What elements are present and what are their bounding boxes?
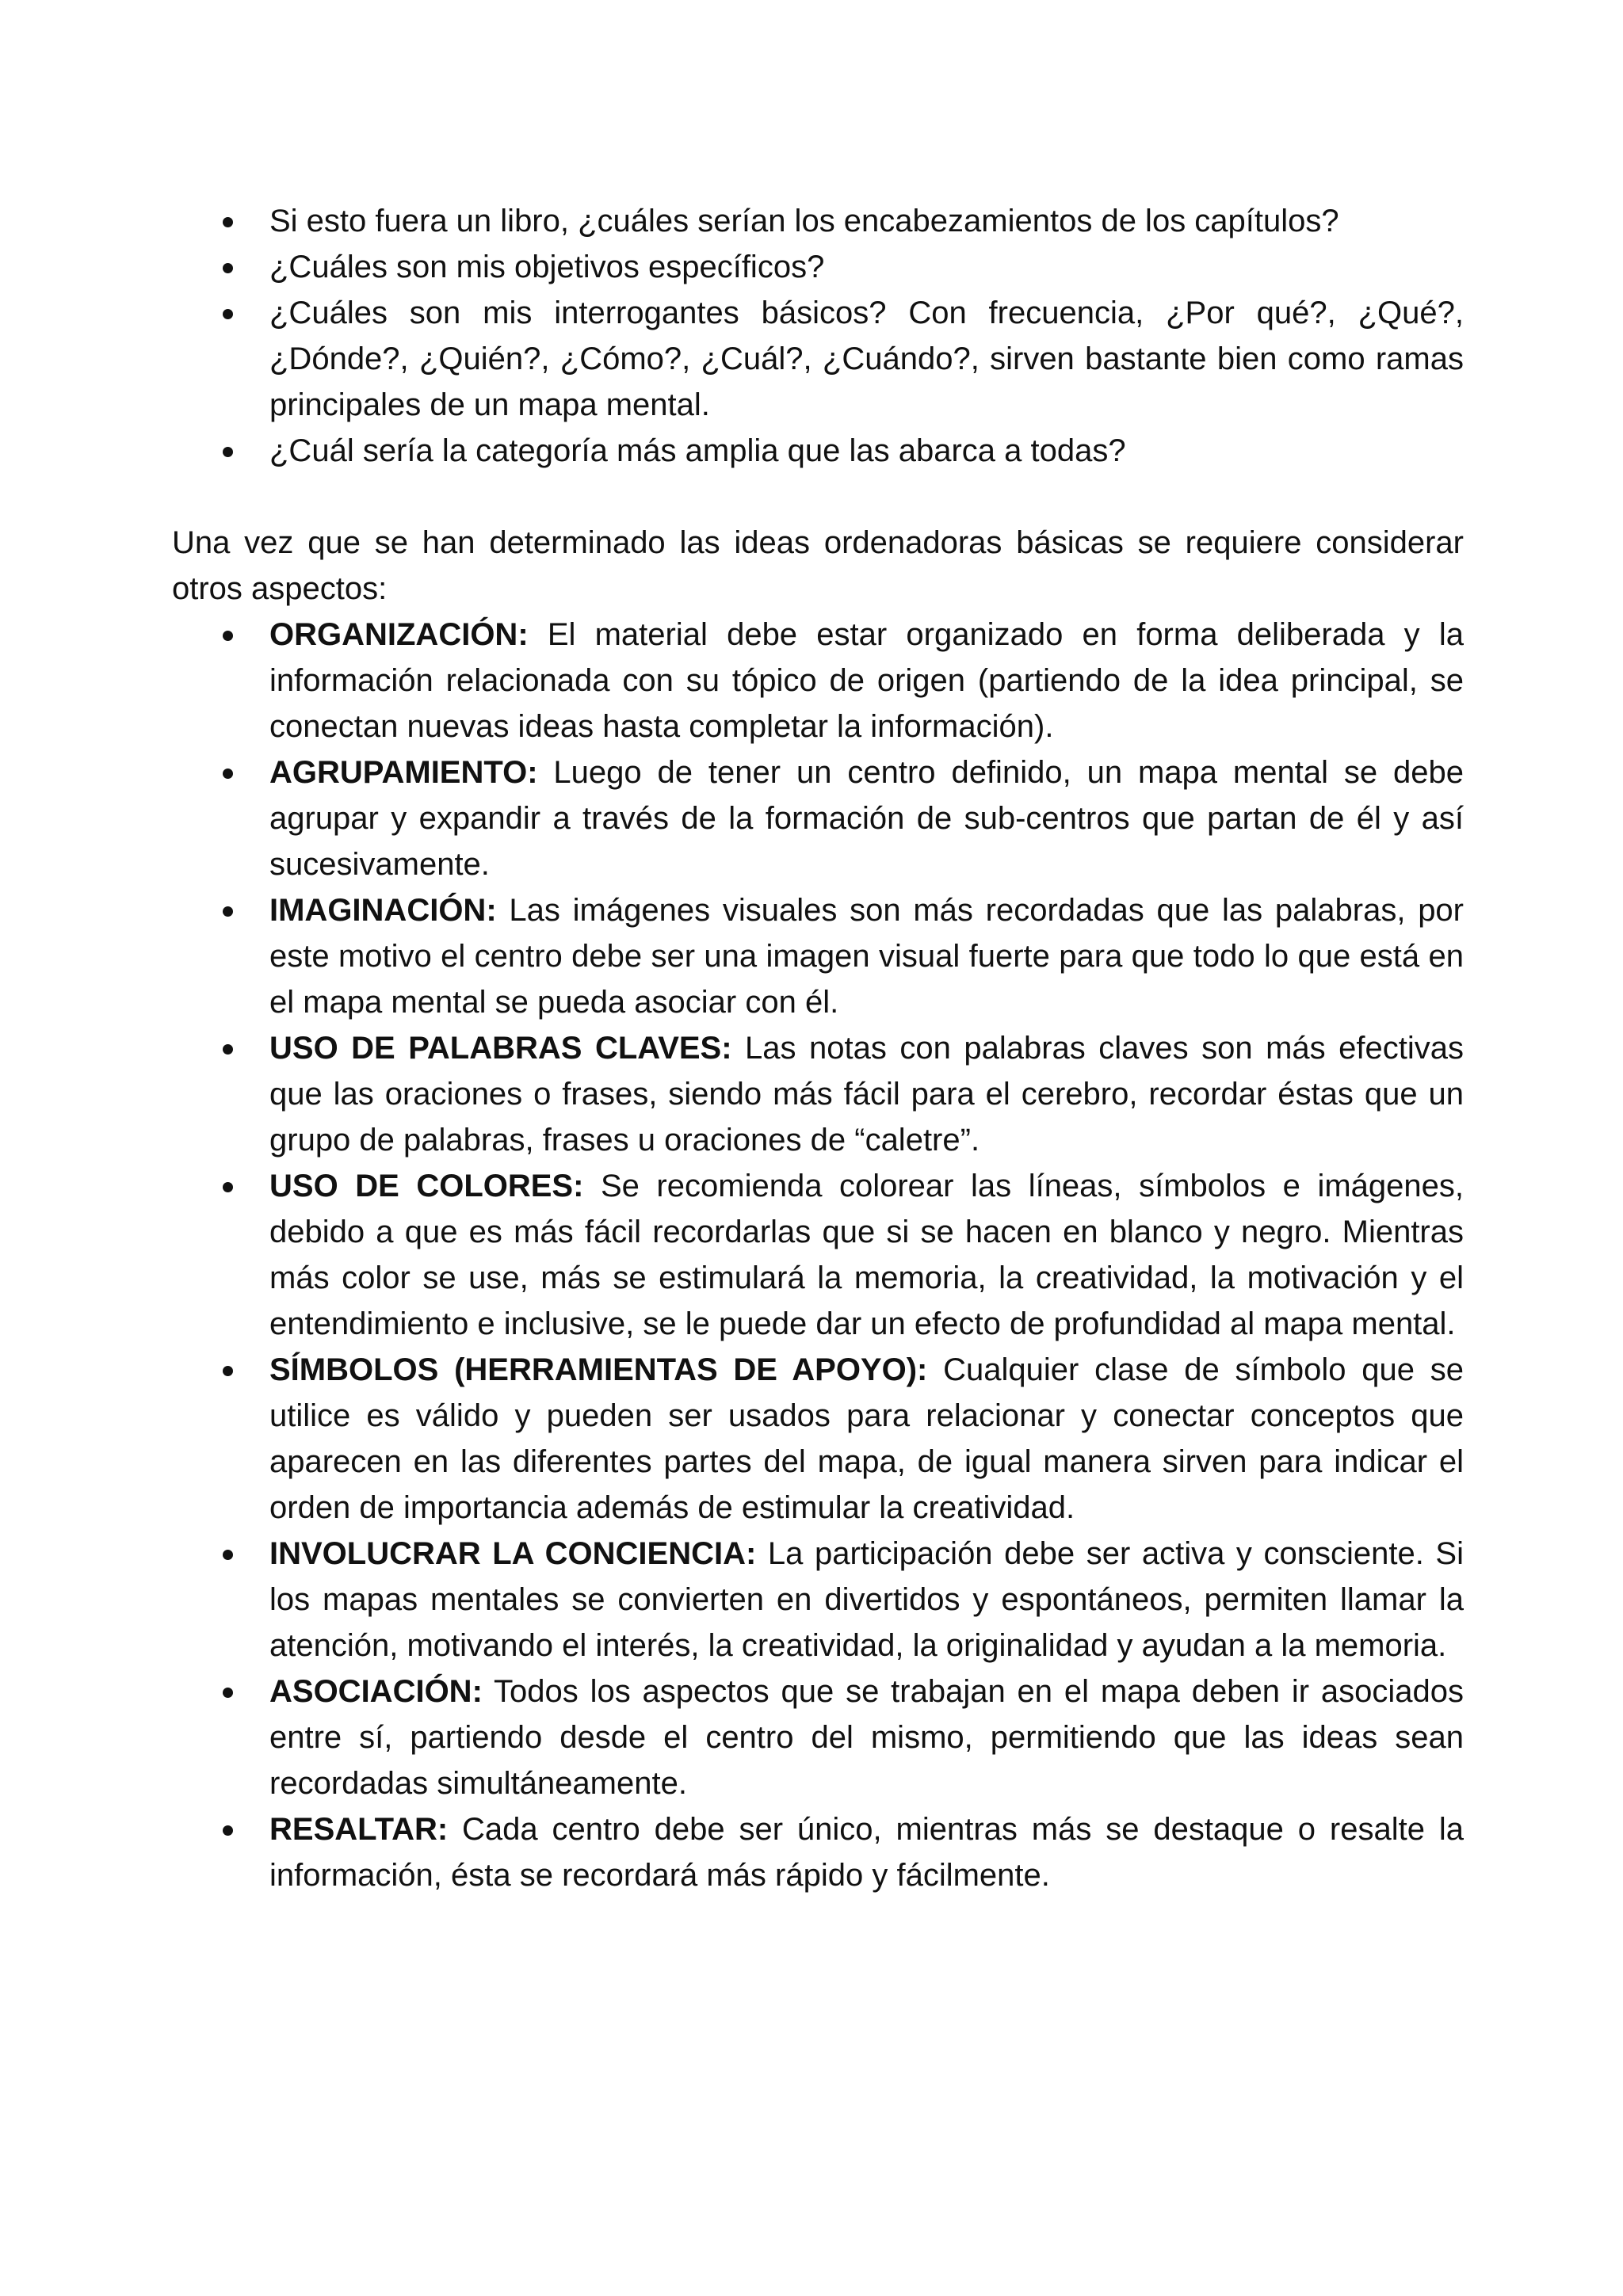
bullet-icon bbox=[223, 1550, 233, 1560]
aspect-term: RESALTAR: bbox=[269, 1812, 449, 1847]
aspect-term: ORGANIZACIÓN: bbox=[269, 617, 529, 652]
bullet-icon bbox=[223, 1825, 233, 1836]
list-item bbox=[172, 198, 1464, 244]
aspect-term: SÍMBOLOS (HERRAMIENTAS DE APOYO): bbox=[269, 1352, 928, 1387]
intro-paragraph: Una vez que se han determinado las ideas ordenadoras básicas se requiere considerar otros aspectos: bbox=[172, 525, 1464, 606]
bullet-icon bbox=[223, 1688, 233, 1698]
aspect-text: Cada centro debe ser único, mientras más se destaque o resalte la información, ésta se recordará más rápido y fácilmente. bbox=[269, 1812, 1464, 1893]
list-item bbox=[172, 290, 1464, 428]
list-item bbox=[172, 612, 1464, 749]
list-item bbox=[172, 1347, 1464, 1531]
list-item bbox=[172, 1806, 1464, 1898]
list-item bbox=[172, 1669, 1464, 1806]
list-item bbox=[172, 887, 1464, 1025]
question-text: ¿Cuáles son mis interrogantes básicos? Con frecuencia, ¿Por qué?, ¿Qué?, ¿Dónde?, ¿Quién?, ¿Cómo?, ¿Cuál?, ¿Cuándo?, sirven bastante bien como ramas principales de un mapa mental. bbox=[269, 296, 1464, 422]
aspect-term: USO DE PALABRAS CLAVES: bbox=[269, 1031, 732, 1066]
bullet-icon bbox=[223, 309, 233, 319]
list-item bbox=[172, 749, 1464, 887]
bullet-icon bbox=[223, 769, 233, 779]
list-item bbox=[172, 428, 1464, 474]
aspect-text: El material debe estar organizado en forma deliberada y la información relacionada con su tópico de origen (partiendo de la idea principal, se conectan nuevas ideas hasta completar la información). bbox=[269, 617, 1464, 744]
bullet-icon bbox=[223, 1182, 233, 1192]
questions-list bbox=[172, 198, 1464, 474]
bullet-icon bbox=[223, 906, 233, 917]
aspect-term: AGRUPAMIENTO: bbox=[269, 755, 538, 790]
list-item bbox=[172, 1025, 1464, 1163]
document-page bbox=[172, 198, 1464, 1898]
question-text: ¿Cuál sería la categoría más amplia que las abarca a todas? bbox=[269, 433, 1126, 468]
aspect-term: IMAGINACIÓN: bbox=[269, 893, 497, 928]
aspect-text: Se recomienda colorear las líneas, símbolos e imágenes, debido a que es más fácil recordarlas que si se hacen en blanco y negro. Mientras más color se use, más se estimulará la memoria, la creatividad, la motivación y el entendimiento e inclusive, se le puede dar un efecto de profundidad al mapa mental. bbox=[269, 1169, 1464, 1341]
list-item bbox=[172, 1531, 1464, 1669]
bullet-icon bbox=[223, 1044, 233, 1055]
aspect-text: Las notas con palabras claves son más efectivas que las oraciones o frases, siendo más fácil para el cerebro, recordar éstas que un grupo de palabras, frases u oraciones de “caletre”. bbox=[269, 1031, 1464, 1158]
aspect-term: USO DE COLORES: bbox=[269, 1169, 584, 1203]
list-item bbox=[172, 244, 1464, 290]
question-text: Si esto fuera un libro, ¿cuáles serían los encabezamientos de los capítulos? bbox=[269, 204, 1339, 238]
aspects-list bbox=[172, 612, 1464, 1898]
question-text: ¿Cuáles son mis objetivos específicos? bbox=[269, 250, 825, 284]
bullet-icon bbox=[223, 447, 233, 457]
list-item bbox=[172, 1163, 1464, 1347]
aspect-text: Cualquier clase de símbolo que se utilice es válido y pueden ser usados para relacionar y conectar conceptos que aparecen en las diferentes partes del mapa, de igual manera sirven para indicar el orden de importancia además de estimular la creatividad. bbox=[269, 1352, 1465, 1525]
bullet-icon bbox=[223, 263, 233, 273]
aspect-term: ASOCIACIÓN: bbox=[269, 1674, 483, 1709]
aspect-text: Todos los aspectos que se trabajan en el mapa deben ir asociados entre sí, partiendo desde el centro del mismo, permitiendo que las ideas sean recordadas simultáneamente. bbox=[269, 1674, 1464, 1801]
aspect-term: INVOLUCRAR LA CONCIENCIA: bbox=[269, 1536, 757, 1571]
aspect-text: Luego de tener un centro definido, un mapa mental se debe agrupar y expandir a través de la formación de sub-centros que partan de él y así sucesivamente. bbox=[269, 755, 1464, 882]
bullet-icon bbox=[223, 1366, 233, 1376]
bullet-icon bbox=[223, 217, 233, 227]
bullet-icon bbox=[223, 631, 233, 641]
aspect-text: La participación debe ser activa y consciente. Si los mapas mentales se convierten en divertidos y espontáneos, permiten llamar la atención, motivando el interés, la creatividad, la originalidad y ayudan a la memoria. bbox=[269, 1536, 1464, 1663]
aspect-text: Las imágenes visuales son más recordadas que las palabras, por este motivo el centro debe ser una imagen visual fuerte para que todo lo que está en el mapa mental se pueda asociar con él. bbox=[269, 893, 1464, 1020]
